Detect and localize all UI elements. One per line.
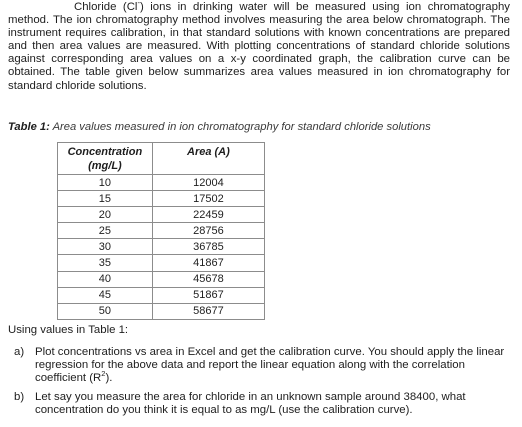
chloride-charge: - bbox=[137, 0, 140, 8]
table-caption-label: Table 1: bbox=[8, 121, 50, 133]
cell-concentration: 40 bbox=[58, 271, 153, 287]
cell-area: 41867 bbox=[152, 255, 264, 271]
question-a-body: Plot concentrations vs area in Excel and get the calibration curve. You should apply the linear regression for the above data and report the linear equation along with the correlation coefficient (R bbox=[35, 346, 505, 385]
table-caption bbox=[8, 121, 431, 134]
cell-area: 58677 bbox=[152, 303, 264, 319]
intro-paragraph bbox=[8, 1, 510, 93]
cell-concentration: 50 bbox=[58, 303, 153, 319]
cell-concentration: 25 bbox=[58, 223, 153, 239]
cell-concentration: 30 bbox=[58, 239, 153, 255]
table-row bbox=[58, 239, 265, 255]
table-caption-text: Area values measured in ion chromatography for standard chloride solutions bbox=[49, 121, 431, 133]
cell-concentration: 45 bbox=[58, 287, 153, 303]
cell-concentration: 20 bbox=[58, 207, 153, 223]
using-values-line: Using values in Table 1: bbox=[8, 324, 129, 336]
question-a-text bbox=[20, 346, 512, 385]
question-a bbox=[14, 346, 512, 385]
cell-area: 36785 bbox=[152, 239, 264, 255]
cell-area: 45678 bbox=[152, 271, 264, 287]
table-row bbox=[58, 255, 265, 271]
cell-area: 17502 bbox=[152, 191, 264, 207]
cell-area: 28756 bbox=[152, 223, 264, 239]
header-concentration: Concentration (mg/L) bbox=[58, 143, 153, 175]
table-row bbox=[58, 271, 265, 287]
intro-body: ) ions in drinking water will be measured using ion chromatography method. The ion chromatography method involves measuring the area below chromatograph. The instrument requires calibration, in that standard solutions with known concentrations are prepared and then area values are measured. With plotting concentrations of standard chloride solutions against corresponding area values on a x-y coordinated graph, the calibration curve can be obtained. The table given below summarizes area values measured in ion chromatography for standard chloride solutions. bbox=[8, 1, 511, 92]
table-row bbox=[58, 287, 265, 303]
intro-chem-prefix: Chloride (Cl bbox=[74, 1, 138, 13]
table-row bbox=[58, 207, 265, 223]
header-area: Area (A) bbox=[152, 143, 264, 175]
data-table bbox=[57, 142, 265, 320]
cell-area: 12004 bbox=[152, 175, 264, 191]
r-squared-exponent: 2 bbox=[101, 369, 106, 379]
question-a-suffix: ). bbox=[105, 372, 113, 385]
question-b-text: Let say you measure the area for chloride in an unknown sample around 38400, what concentration do you think it is equal to as mg/L (use the calibration curve). bbox=[35, 391, 466, 417]
cell-concentration: 10 bbox=[58, 175, 153, 191]
cell-concentration: 35 bbox=[58, 255, 153, 271]
table-header-row bbox=[58, 143, 265, 175]
table-row bbox=[58, 175, 265, 191]
table-row bbox=[58, 303, 265, 319]
cell-concentration: 15 bbox=[58, 191, 153, 207]
question-a-label: a) bbox=[14, 346, 25, 358]
cell-area: 22459 bbox=[152, 207, 264, 223]
question-b bbox=[14, 391, 512, 417]
question-b-label: b) bbox=[14, 391, 25, 403]
table-row bbox=[58, 223, 265, 239]
table-row bbox=[58, 191, 265, 207]
cell-area: 51867 bbox=[152, 287, 264, 303]
